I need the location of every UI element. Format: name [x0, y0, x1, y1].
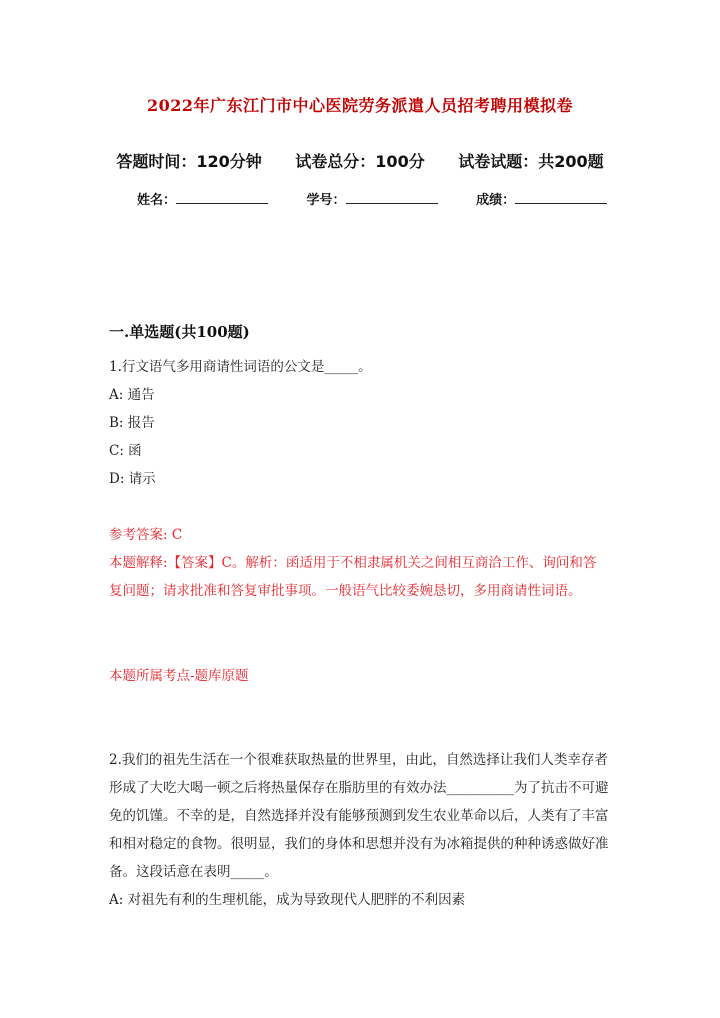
- question-1-option-a: A: 通告: [109, 387, 155, 403]
- section-title: 一.单选题(共100题): [109, 323, 250, 341]
- id-blank: [346, 191, 438, 204]
- exam-info: [0, 149, 720, 172]
- question-2-stem: 2.我们的祖先生活在一个很难获取热量的世界里，由此，自然选择让我们人类幸存者形成了大吃大喝一顿之后将热量保存在脂肪里的有效办法__________为了抗击不可避免的饥馑。不幸的是，自然选择并没有能够预测到发生农业革命以后，人类有了丰富和相对稳定的食物。很明显，我们的身体和思想并没有为冰箱提供的种种诱惑做好准备。这段话意在表明_____。: [109, 752, 609, 880]
- question-1-stem: 1.行文语气多用商请性词语的公文是_____。: [109, 359, 372, 375]
- question-1-answer: 参考答案: C: [109, 527, 183, 543]
- question-1-topic: 本题所属考点-题库原题: [109, 668, 249, 684]
- id-field: [307, 189, 438, 208]
- question-1-option-d: D: 请示: [109, 471, 156, 487]
- score-label: 成绩：: [476, 193, 516, 208]
- question-1-option-b: B: 报告: [109, 415, 155, 431]
- student-fields: [137, 189, 617, 208]
- question-2-option-a: A: 对祖先有利的生理机能，成为导致现代人肥胖的不利因素: [109, 892, 466, 908]
- id-label: 学号：: [306, 193, 346, 208]
- exam-total-score: 试卷总分：100分: [295, 152, 425, 171]
- exam-title: 2022年广东江门市中心医院劳务派遣人员招考聘用模拟卷: [146, 96, 574, 115]
- question-1-option-c: C: 函: [109, 443, 142, 459]
- exam-time: 答题时间：120分钟: [116, 152, 262, 171]
- score-field: [476, 189, 607, 208]
- name-blank: [176, 191, 268, 204]
- question-1-explanation: 本题解释:【答案】C。解析：函适用于不相隶属机关之间相互商洽工作、询问和答复问题；请求批准和答复审批事项。一般语气比较委婉恳切，多用商请性词语。: [109, 555, 597, 599]
- exam-total-questions: 试卷试题：共200题: [458, 152, 604, 171]
- score-blank: [515, 191, 607, 204]
- name-field: [137, 189, 268, 208]
- name-label: 姓名：: [137, 193, 177, 208]
